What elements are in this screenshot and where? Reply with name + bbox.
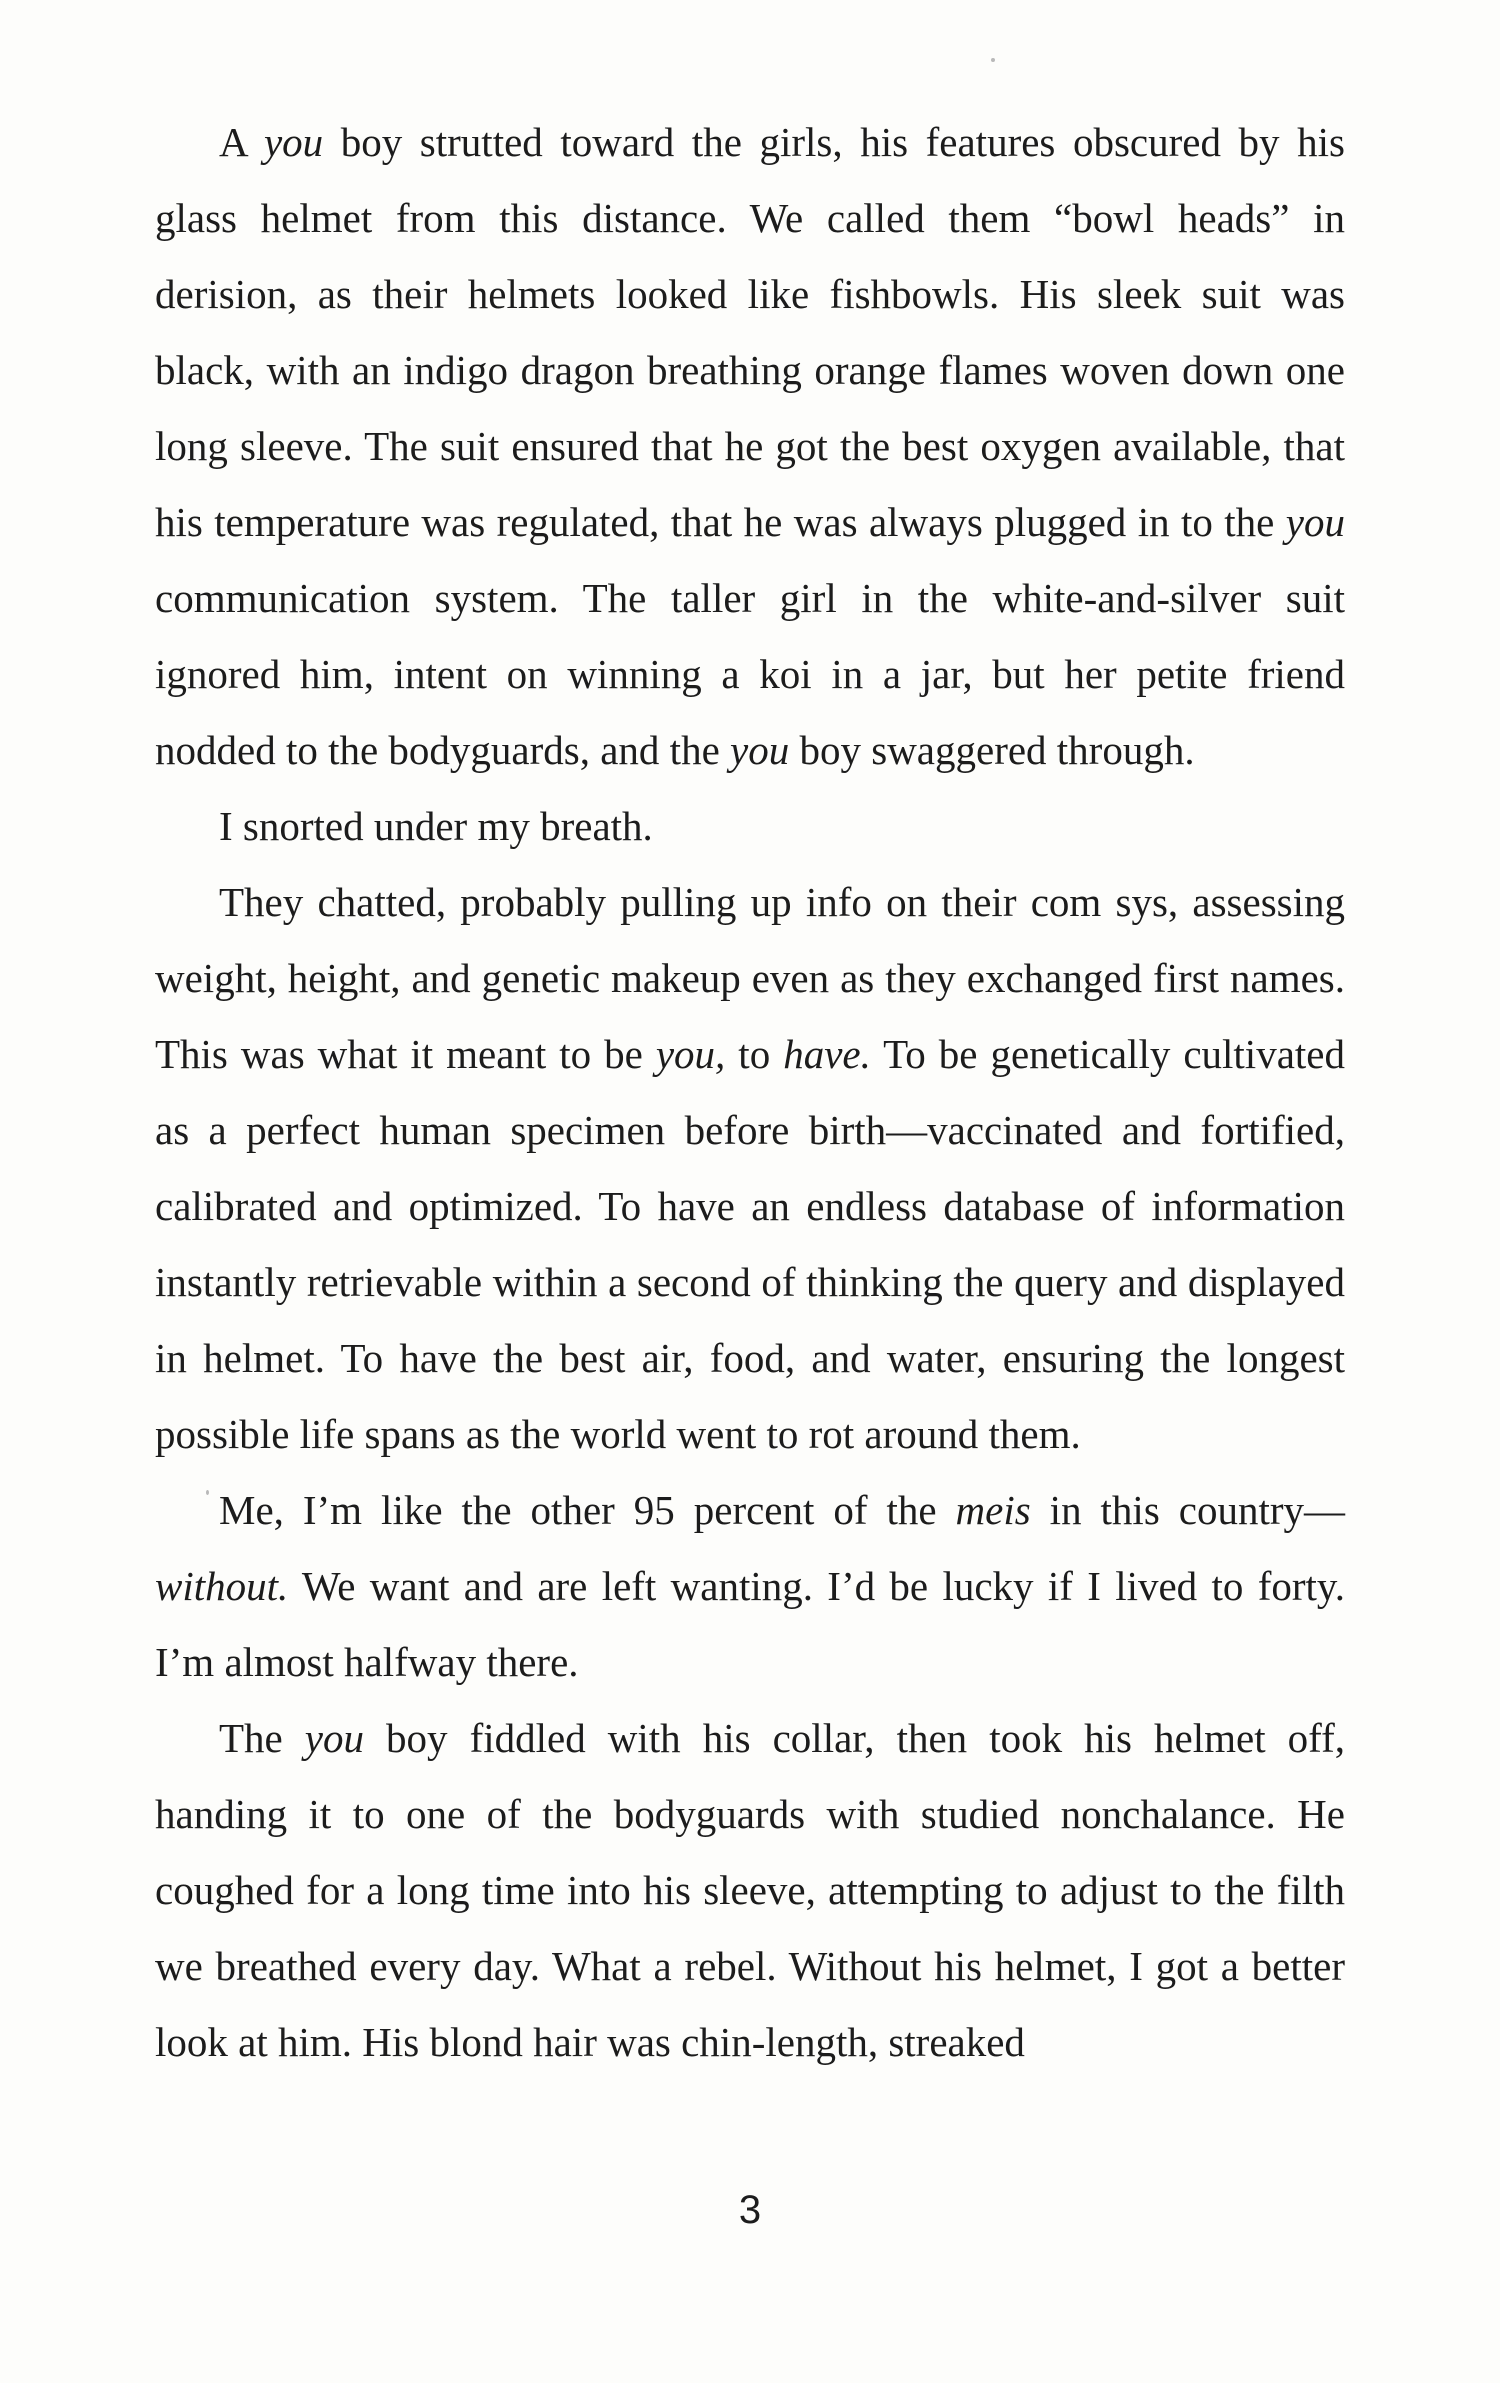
italic-run: you	[730, 727, 790, 773]
text-run: They chatted, probably pulling up info on their com sys, assessing weight, height, and genetic makeup even as they exchanged first names. This was what it meant to be	[155, 879, 1345, 1077]
italic-run: without.	[155, 1563, 289, 1609]
italic-run: you	[1285, 499, 1345, 545]
paragraph	[155, 1472, 1345, 1700]
scan-speck	[991, 58, 995, 62]
italic-run: you	[304, 1715, 364, 1761]
paragraph	[155, 788, 1345, 864]
paragraph	[155, 864, 1345, 1472]
italic-run: have.	[783, 1031, 871, 1077]
body-text	[155, 104, 1345, 2080]
text-run: Me, I’m like the other 95 percent of the	[219, 1487, 956, 1533]
text-run: I snorted under my breath.	[219, 803, 653, 849]
text-run: To be genetically cultivated as a perfect human specimen before birth—vaccinated and fortified, calibrated and optimized. To have an endless database of information instantly retrievable within a second of thinking the query and displayed in helmet. To have the best air, food, and water, ensuring the longest possible life spans as the world went to rot around them.	[155, 1031, 1345, 1457]
text-run: in this country—	[1030, 1487, 1345, 1533]
text-run: boy fiddled with his collar, then took his helmet off, handing it to one of the bodyguards with studied nonchalance. He coughed for a long time into his sleeve, attempting to adjust to the filth we breathed every day. What a rebel. Without his helmet, I got a better look at him. His blond hair was chin-length, streaked	[155, 1715, 1345, 2065]
italic-run: you,	[655, 1031, 726, 1077]
paragraph	[155, 1700, 1345, 2080]
text-run: communication system. The taller girl in the white-and-silver suit ignored him, intent on winning a koi in a jar, but her petite friend nodded to the bodyguards, and the	[155, 575, 1345, 773]
text-run: A	[219, 119, 264, 165]
paragraph	[155, 104, 1345, 788]
italic-run: you	[263, 119, 324, 165]
page-number: 3	[738, 2188, 762, 2232]
text-run: The	[219, 1715, 305, 1761]
text-run: We want and are left wanting. I’d be lucky if I lived to forty. I’m almost halfway there.	[155, 1563, 1345, 1685]
text-run: boy strutted toward the girls, his features obscured by his glass helmet from this distance. We called them “bowl heads” in derision, as their helmets looked like fishbowls. His sleek suit was black, with an indigo dragon breathing orange flames woven down one long sleeve. The suit ensured that he got the best oxygen available, that his temperature was regulated, that he was always plugged in to the	[155, 119, 1345, 545]
text-run: boy swaggered through.	[789, 727, 1195, 773]
italic-run: meis	[955, 1487, 1031, 1533]
text-run: to	[725, 1031, 784, 1077]
